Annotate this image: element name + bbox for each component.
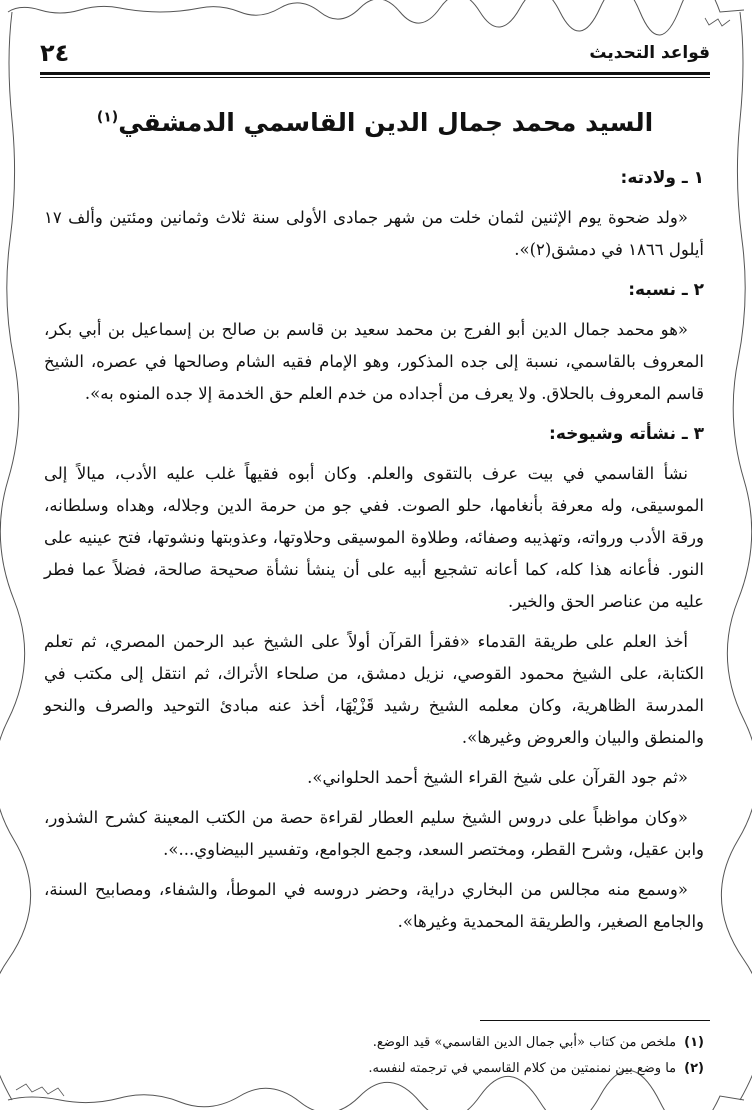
page — [40, 30, 710, 1090]
page-header — [40, 36, 710, 70]
footnote-rule — [480, 1020, 710, 1021]
chapter-title-text: السيد محمد جمال الدين القاسمي الدمشقي — [118, 108, 654, 137]
footnote — [44, 1056, 704, 1082]
footnote — [44, 1030, 704, 1056]
footnotes — [44, 1030, 704, 1082]
page-number: ٢٤ — [40, 39, 70, 67]
section-heading-upbringing: ٣ ـ نشأته وشيوخه: — [549, 424, 704, 444]
footnote-text: ملخص من كتاب «أبي جمال الدين القاسمي» قيد الوضع. — [372, 1035, 677, 1050]
running-title: قواعد التحديث — [589, 43, 710, 63]
paragraph: «وسمع منه مجالس من البخاري دراية، وحضر دروسه في الموطأ، والشفاء، ومصابيح السنة، والجامع الصغير، والطريقة المحمدية وغيرها». — [44, 880, 704, 931]
chapter-title — [40, 108, 710, 137]
footnote-text: ما وضع بين نمنمتين من كلام القاسمي في ترجمته لنفسه. — [368, 1061, 677, 1076]
paragraph: أخذ العلم على طريقة القدماء «فقرأ القرآن أولاً على الشيخ عبد الرحمن المصري، ثم تعلم الكتابة، على الشيخ محمود القوصي، نزيل دمشق، من صلحاء الأتراك، ثم انتقل إلى مكتب في المدرسة الظاهرية، وكان معلمه الشيخ رشيد قَزْيْهَا، أخذ عنه مبادئ التوحيد والصرف والنحو والمنطق والبيان والعروض وغيرها». — [44, 632, 704, 747]
header-rule — [40, 72, 710, 75]
paragraph: «وكان مواظباً على دروس الشيخ سليم العطار لقراءة حصة من الكتب المعينة كشرح الشذور، وابن عقيل، وشرح القطر، ومختصر السعد، وجمع الجوامع، وتفسير البيضاوي...». — [44, 808, 704, 859]
paragraph: نشأ القاسمي في بيت عرف بالتقوى والعلم. وكان أبوه فقيهاً غلب عليه الأدب، ميالاً إلى الموسيقى، وله معرفة بأنغامها، حلو الصوت. ففي جو من حرمة الدين وجلاله، وهداه وسلطانه، ورقة الأدب ورواته، وتهذيبه وصفائه، وطلاوة الموسيقى وحلاوتها، وعذوبتها ونشوتها، فتح عينيه على النور. فأعانه هذا كله، كما أعانه تشجيع أبيه على أن ينشأ نشأة صحيحة صالحة، فضلاً عما فطر عليه من عناصر الحق والخير. — [44, 464, 704, 611]
body-text — [44, 158, 704, 946]
paragraph: «ثم جود القرآن على شيخ القراء الشيخ أحمد الحلواني». — [307, 768, 688, 787]
footnote-number: (٢) — [684, 1061, 704, 1076]
paragraph: «هو محمد جمال الدين أبو الفرج بن محمد سعيد بن قاسم بن صالح بن إسماعيل بن أبي بكر، المعروف بالقاسمي، نسبة إلى جده المذكور، وهو الإمام فقيه الشام وصالحها في عصره، الشيخ قاسم المعروف بالحلاق. ولا يعرف من أجداده من خدم العلم حق الخدمة إلا جده المنوه به». — [44, 320, 704, 403]
section-heading-birth: ١ ـ ولادته: — [620, 168, 704, 188]
section-heading-lineage: ٢ ـ نسبه: — [628, 280, 704, 300]
header-rule-thin — [40, 77, 710, 78]
footnote-number: (١) — [684, 1035, 704, 1050]
chapter-note-ref: (١) — [96, 109, 119, 126]
paragraph: «ولد ضحوة يوم الإثنين لثمان خلت من شهر جمادى الأولى سنة ثلاث وثمانين ومئتين وألف ١٧ أيلول ١٨٦٦ في دمشق(٢)». — [44, 208, 704, 259]
